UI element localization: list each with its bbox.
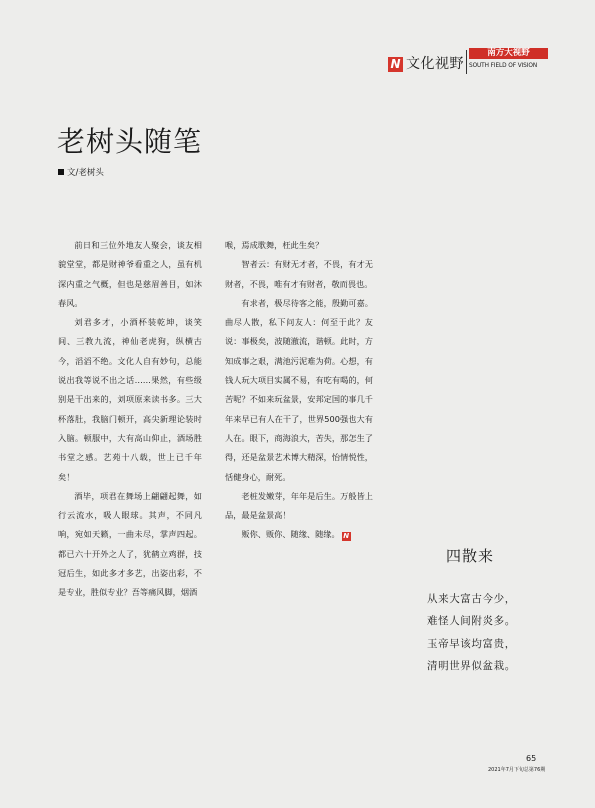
poem-line: 玉帝早该均富贵，: [427, 637, 516, 650]
article-column-2: [225, 236, 373, 545]
column-badge: 南方大视野: [469, 48, 548, 59]
closing-text: 贩你、贩你、随缘、随缘。: [241, 529, 340, 540]
column-subtitle: SOUTH FIELD OF VISION: [469, 63, 538, 69]
poem-title: 四散来: [446, 547, 495, 565]
poem-body: [427, 588, 516, 677]
paragraph: 智者云：有财无才者，不畏，有才无财者，不畏，唯有才有财者，敬而畏也。: [225, 259, 373, 289]
article-title: 老树头随笔: [57, 125, 203, 158]
article-column-1: [58, 236, 202, 603]
paragraph: 酒毕，项君在舞场上翩翩起舞，如行云流水，吸人眼球。其声，不同凡响，宛如天籁，一曲未尽，掌声四起。都已六十开外之人了，犹鹤立鸡群，技冠后生，如此多才多艺，出姿出彩，不是专业，胜似专业？吾等痛风脚，烟酒: [58, 490, 202, 598]
byline-text: 文/老树头: [67, 168, 104, 178]
paragraph: 刘君多才，小酒杯装乾坤，谈笑间、三教九流，神仙老虎狗，纵横古今，滔滔不绝。文化人自有妙句，总能说出我等说不出之话……果然，有些级别是干出来的，刘项原来读书多。三大杯落肚，我脑门顿开，高尖新理论装时入脑。顿服中，大有高山仰止，酒场胜书堂之感。艺苑十八载，世上已千年矣！: [58, 317, 202, 482]
magazine-logo: N: [388, 57, 403, 72]
header-divider: [466, 50, 467, 74]
end-mark-icon: N: [343, 532, 350, 541]
paragraph: 有求者，极尽待客之能，殷勤可嘉。曲尽人散，私下问友人：何至于此？友说：事极矣，波随澈流，谐顿。此时，方知成事之艰，满池污泥难为荷。心想，有钱人玩大项目实属不易，有吃有喝的，何苦呢？不如来玩盆景，安邦定国的事几千年来早已有人在干了，世界500强也大有人在。眼下，商海浪大，苦失，那怎生了得，还是盆景艺术博大精深，怡情悦性，恬健身心，耐死。: [225, 297, 373, 482]
page-number: 65: [526, 754, 537, 763]
paragraph-continued: 喉，焉成歌舞，枉此生矣？: [225, 240, 324, 250]
bullet-square-icon: [58, 169, 64, 175]
issue-info: 2021年7月下旬总第76期: [488, 767, 546, 773]
poem-line: 从来大富古今少，: [427, 593, 516, 605]
section-header: [386, 48, 556, 74]
paragraph: 前日和三位外地友人聚会，谈友相貌堂堂，都是财神爷看重之人，虽有机深内重之气概，但也是慈眉善目，如沐春风。: [58, 240, 202, 308]
paragraph: 老桩发嫩芽，年年是后生。万般皆上品，最是盆景高！: [225, 490, 373, 521]
byline: [58, 168, 104, 179]
poem-line: 清明世界似盆栽。: [427, 659, 516, 672]
paragraph-last: [225, 525, 373, 544]
poem-line: 难怪人间附炎多。: [427, 615, 516, 628]
section-name: 文化视野: [406, 56, 464, 72]
